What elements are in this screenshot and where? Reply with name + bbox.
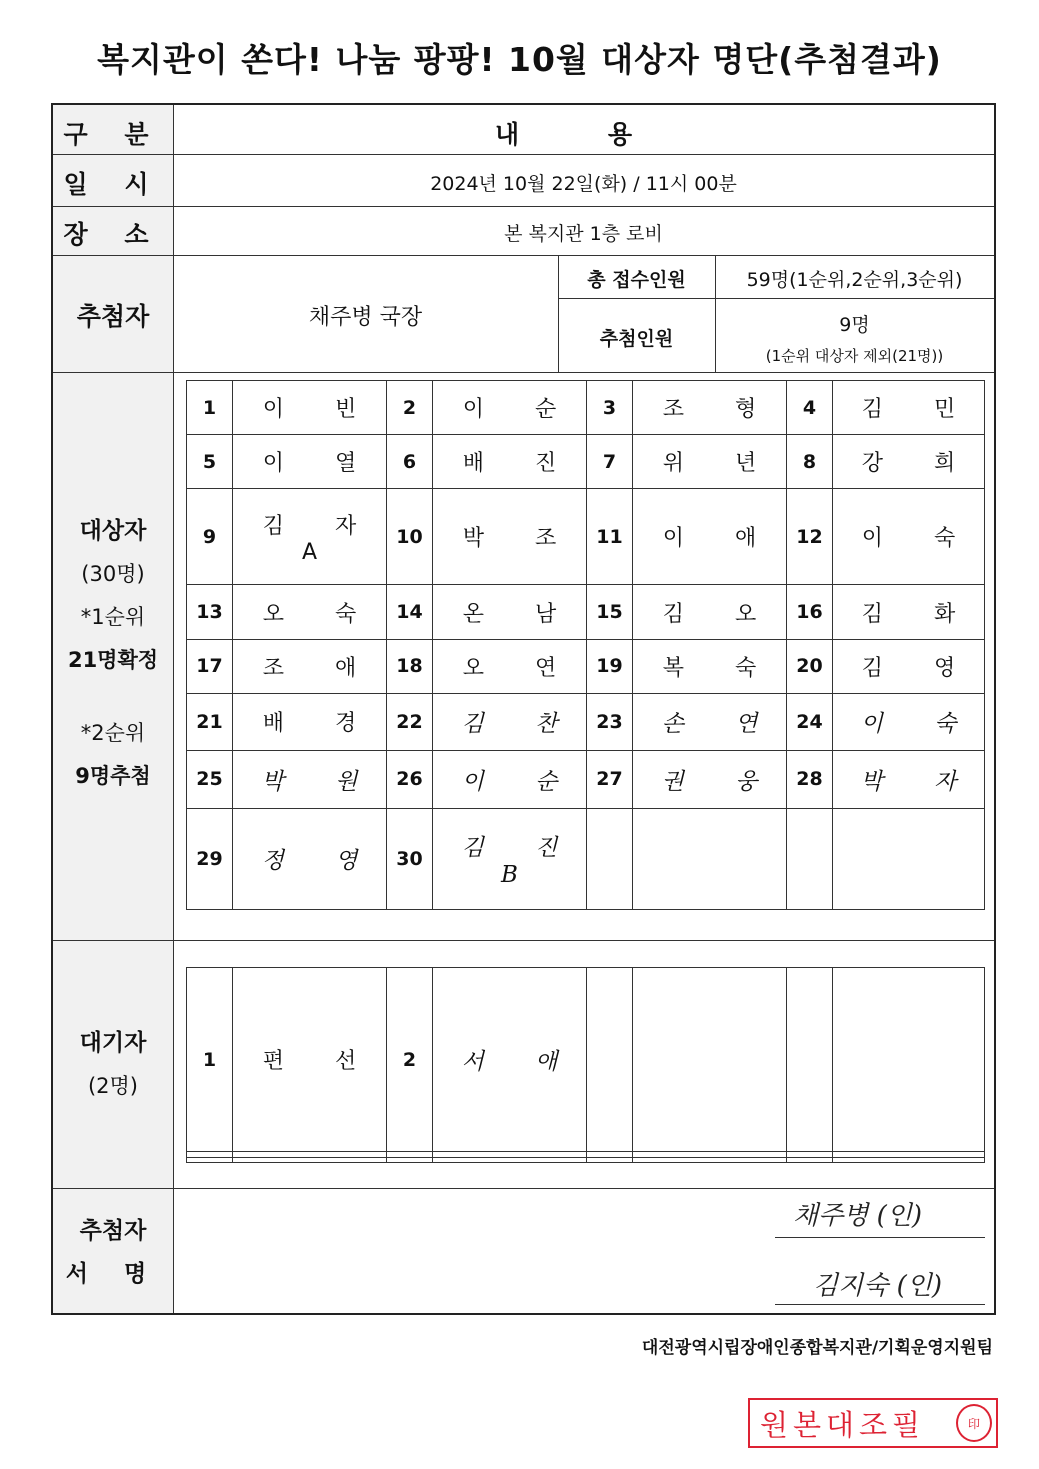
row-divider	[53, 1188, 994, 1189]
entry-name	[833, 808, 985, 909]
signature-1: 채주병 (인)	[793, 1201, 923, 1231]
entry-name: 김 영	[833, 639, 985, 693]
entry-number: 10	[387, 489, 433, 585]
entry-name	[233, 1157, 387, 1162]
entry-number: 2	[387, 968, 433, 1152]
entry-name: 이 숙	[833, 489, 985, 585]
datetime-label: 일 시	[63, 170, 163, 199]
entry-name: 조 애	[233, 639, 387, 693]
drawn-label: 추첨인원	[599, 328, 674, 350]
signature-line	[775, 1237, 985, 1238]
total-label: 총 접수인원	[587, 269, 686, 291]
entry-name: 박 원	[233, 751, 387, 808]
signature-label-block	[53, 1210, 173, 1296]
row-divider	[53, 940, 994, 941]
entry-number	[587, 1157, 633, 1162]
entry-number: 18	[387, 639, 433, 693]
entry-number	[787, 808, 833, 909]
entry-number: 5	[187, 435, 233, 489]
entry-name: 오 연	[433, 639, 587, 693]
entry-name: 김 진B	[433, 808, 587, 909]
entry-name: 이 순	[433, 751, 587, 808]
row-divider	[53, 206, 994, 207]
entry-number	[387, 1157, 433, 1162]
entry-name: 이 애	[633, 489, 787, 585]
entry-name: 박 조	[433, 489, 587, 585]
entry-number: 27	[587, 751, 633, 808]
entry-number: 6	[387, 435, 433, 489]
entry-name	[633, 1157, 787, 1162]
page-title: 복지관이 쏜다! 나눔 팡팡! 10월 대상자 명단(추첨결과)	[97, 40, 942, 79]
entry-name: 김 민	[833, 381, 985, 435]
column-divider	[173, 105, 174, 1313]
entry-name	[833, 968, 985, 1152]
targets-grid	[186, 380, 985, 910]
table-row	[187, 751, 985, 808]
waiting-label-block	[53, 1022, 173, 1108]
entry-name: 강 희	[833, 435, 985, 489]
entry-number: 3	[587, 381, 633, 435]
place-label: 장 소	[63, 220, 163, 249]
entry-number	[787, 1157, 833, 1162]
priority2-label: *2순위	[80, 721, 146, 745]
entry-name	[633, 968, 787, 1152]
entry-number: 4	[787, 381, 833, 435]
entry-number: 20	[787, 639, 833, 693]
entry-number: 21	[187, 693, 233, 750]
table-row	[187, 639, 985, 693]
signature-label-2: 서 명	[65, 1261, 161, 1287]
entry-number	[587, 968, 633, 1152]
signature-line	[775, 1304, 985, 1305]
entry-name: 손 연	[633, 693, 787, 750]
waiting-grid	[186, 967, 985, 1163]
entry-number: 23	[587, 693, 633, 750]
entry-number: 8	[787, 435, 833, 489]
entry-number: 28	[787, 751, 833, 808]
entry-name	[633, 808, 787, 909]
entry-number: 25	[187, 751, 233, 808]
table-row	[187, 693, 985, 750]
entry-name: 배 진	[433, 435, 587, 489]
entry-name: 배 경	[233, 693, 387, 750]
entry-name: 김 화	[833, 585, 985, 639]
entry-number	[187, 1157, 233, 1162]
table-row	[187, 381, 985, 435]
entry-name: 김 찬	[433, 693, 587, 750]
entry-name: 이 숙	[833, 693, 985, 750]
entry-name: 권 웅	[633, 751, 787, 808]
entry-number: 13	[187, 585, 233, 639]
entry-name: 이 순	[433, 381, 587, 435]
entry-name: 박 자	[833, 751, 985, 808]
table-row	[187, 585, 985, 639]
drawn-note: (1순위 대상자 제외(21명))	[765, 347, 944, 365]
total-value: 59명(1순위,2순위,3순위)	[746, 269, 963, 291]
entry-number	[787, 968, 833, 1152]
datetime-value: 2024년 10월 22일(화) / 11시 00분	[430, 173, 737, 195]
waiting-label: 대기자	[79, 1030, 147, 1056]
row-divider	[53, 154, 994, 155]
entry-number: 19	[587, 639, 633, 693]
targets-count: (30명)	[81, 562, 145, 586]
entry-name: 온 남	[433, 585, 587, 639]
stamp-text: 원본대조필	[760, 1407, 926, 1442]
entry-number: 15	[587, 585, 633, 639]
seal-icon: 印	[956, 1404, 992, 1442]
drawer-name: 채주병 국장	[308, 305, 423, 330]
signature-2: 김지숙 (인)	[813, 1271, 943, 1301]
signature-label: 추첨자	[79, 1218, 147, 1244]
entry-name: 조 형	[633, 381, 787, 435]
row-divider	[53, 372, 994, 373]
entry-name: 이 열	[233, 435, 387, 489]
waiting-count: (2명)	[87, 1074, 139, 1098]
entry-name: 복 숙	[633, 639, 787, 693]
priority2-note: 9명추첨	[75, 764, 151, 788]
entry-number: 22	[387, 693, 433, 750]
entry-number	[587, 808, 633, 909]
entry-name: 오 숙	[233, 585, 387, 639]
table-row	[187, 808, 985, 909]
row-divider	[53, 255, 994, 256]
entry-number: 11	[587, 489, 633, 585]
entry-name: 편 선	[233, 968, 387, 1152]
drawer-label: 추첨자	[76, 302, 150, 331]
header-label: 구 분	[63, 120, 163, 149]
table-row	[187, 968, 985, 1152]
table-row	[187, 489, 985, 585]
priority1-note: 21명확정	[67, 648, 159, 672]
entry-number: 12	[787, 489, 833, 585]
entry-number: 17	[187, 639, 233, 693]
entry-number: 16	[787, 585, 833, 639]
priority1-label: *1순위	[80, 605, 146, 629]
place-value: 본 복지관 1층 로비	[504, 223, 663, 245]
table-row	[187, 1157, 985, 1162]
original-copy-stamp	[748, 1398, 998, 1448]
entry-number: 30	[387, 808, 433, 909]
entry-number: 7	[587, 435, 633, 489]
drawn-value: 9명	[839, 314, 870, 336]
entry-name	[833, 1157, 985, 1162]
entry-name: 서 애	[433, 968, 587, 1152]
entry-number: 24	[787, 693, 833, 750]
targets-label: 대상자	[79, 518, 147, 544]
entry-number: 9	[187, 489, 233, 585]
entry-number: 29	[187, 808, 233, 909]
entry-number: 1	[187, 968, 233, 1152]
entry-name: 김 자A	[233, 489, 387, 585]
footer-org: 대전광역시립장애인종합복지관/기획운영지원팀	[641, 1338, 993, 1358]
entry-number: 1	[187, 381, 233, 435]
row-divider	[558, 298, 994, 299]
entry-number: 14	[387, 585, 433, 639]
entry-name: 정 영	[233, 808, 387, 909]
entry-number: 26	[387, 751, 433, 808]
targets-label-block	[53, 510, 173, 798]
entry-name: 위 년	[633, 435, 787, 489]
table-row	[187, 435, 985, 489]
entry-name: 김 오	[633, 585, 787, 639]
header-value: 내 용	[494, 120, 672, 149]
entry-number: 2	[387, 381, 433, 435]
entry-name: 이 빈	[233, 381, 387, 435]
entry-name	[433, 1157, 587, 1162]
